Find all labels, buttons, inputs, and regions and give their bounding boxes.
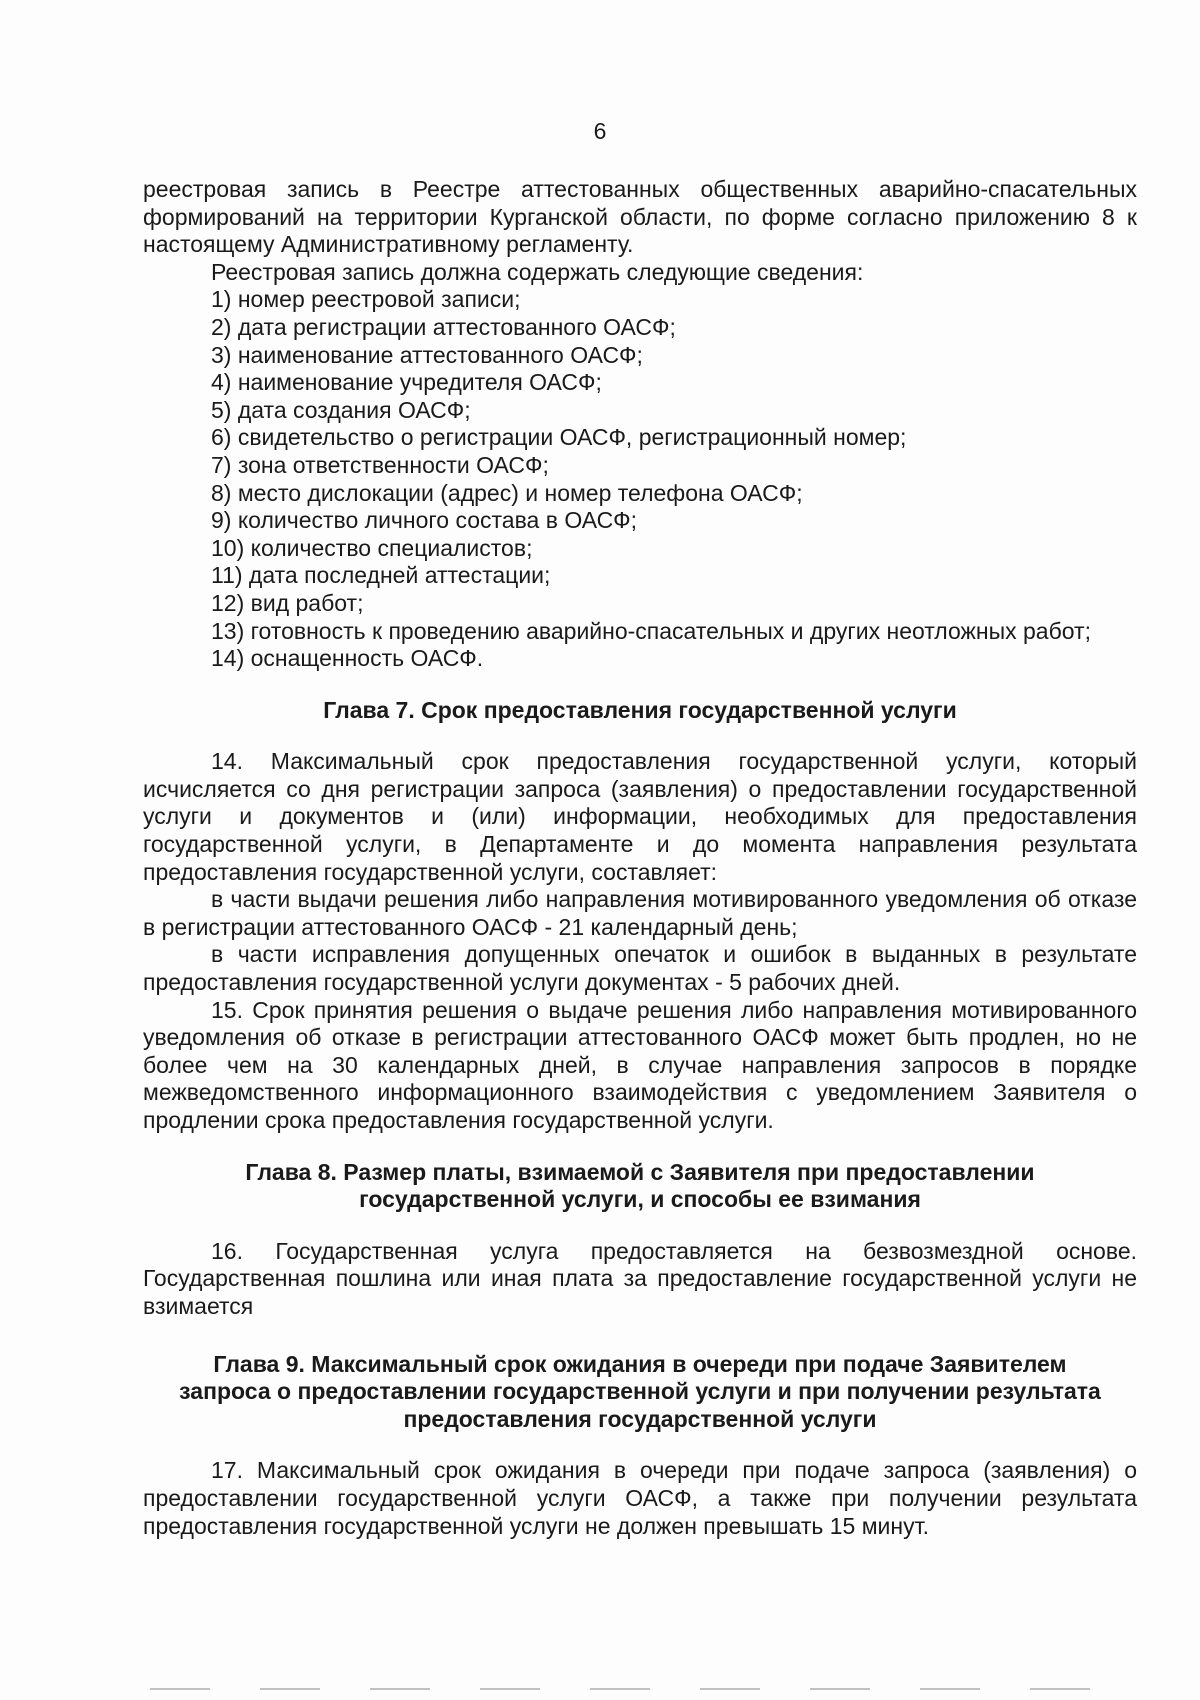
- paragraph-14-part-b: в части исправления допущенных опечаток и ошибок в выданных в результате предоставления государственной услуги документах - 5 рабочих дней.: [143, 941, 1137, 996]
- list-item: 12) вид работ;: [211, 589, 364, 616]
- chapter-7-heading: Глава 7. Срок предоставления государственной услуги: [323, 696, 957, 723]
- list-item: 5) дата создания ОАСФ;: [211, 396, 471, 423]
- list-item: 14) оснащенность ОАСФ.: [211, 645, 484, 672]
- list-item: 10) количество специалистов;: [211, 534, 533, 561]
- list-item: 2) дата регистрации аттестованного ОАСФ;: [211, 313, 676, 340]
- paragraph-17: 17. Максимальный срок ожидания в очереди при подаче запроса (заявления) о предоставлении государственной услуги ОАСФ, а также при получении результата предоставления государственной услуги не должен превышать 15 минут.: [143, 1457, 1137, 1539]
- list-item: 4) наименование учредителя ОАСФ;: [211, 369, 602, 396]
- chapter-9-heading-line-1: Глава 9. Максимальный срок ожидания в очереди при подаче Заявителем: [213, 1350, 1067, 1377]
- chapter-8-heading-line-1: Глава 8. Размер платы, взимаемой с Заявителя при предоставлении: [245, 1158, 1035, 1185]
- list-item: 3) наименование аттестованного ОАСФ;: [211, 341, 643, 368]
- paragraph-14-part-a: в части выдачи решения либо направления мотивированного уведомления об отказе в регистрации аттестованного ОАСФ - 21 календарный день;: [143, 886, 1137, 940]
- list-item: 9) количество личного состава в ОАСФ;: [211, 507, 638, 534]
- chapter-8-heading: [143, 1159, 1137, 1214]
- chapter-9-heading-line-3: предоставления государственной услуги: [403, 1405, 877, 1432]
- document-body: [143, 176, 1137, 1540]
- page-number: 6: [593, 118, 607, 144]
- list-item: 7) зона ответственности ОАСФ;: [211, 451, 549, 478]
- paragraph-15: 15. Срок принятия решения о выдаче решения либо направления мотивированного уведомления об отказе в регистрации аттестованного ОАСФ может быть продлен, но не более чем на 30 календарных дней, в случае направления запросов в порядке межведомственного информационного взаимодействия с уведомлением Заявителя о продлении срока предоставления государственной услуги.: [143, 996, 1137, 1133]
- list-item: 8) место дислокации (адрес) и номер телефона ОАСФ;: [211, 479, 803, 506]
- registry-intro: Реестровая запись должна содержать следующие сведения:: [211, 258, 864, 285]
- scan-artifact-divider: [150, 1688, 1100, 1690]
- list-item: 6) свидетельство о регистрации ОАСФ, регистрационный номер;: [211, 424, 907, 451]
- intro-paragraph: реестровая запись в Реестре аттестованных общественных аварийно-спасательных формирований на территории Курганской области, по форме согласно приложению 8 к настоящему Административному регламенту.: [143, 176, 1137, 258]
- list-item: 11) дата последней аттестации;: [211, 562, 551, 589]
- list-item: 1) номер реестровой записи;: [211, 286, 521, 313]
- chapter-8-heading-line-2: государственной услуги, и способы ее взимания: [359, 1186, 921, 1213]
- paragraph-14: 14. Максимальный срок предоставления государственной услуги, который исчисляется со дня регистрации запроса (заявления) о предоставлении государственной услуги и документов и (или) информации, необходимых для предоставления государственной услуги, в Департаменте и до момента направления результата предоставления государственной услуги, составляет:: [143, 748, 1137, 885]
- chapter-9-heading: [143, 1351, 1137, 1434]
- paragraph-16: 16. Государственная услуга предоставляется на безвозмездной основе. Государственная пошлина или иная плата за предоставление государственной услуги не взимается: [143, 1237, 1137, 1319]
- list-item: 13) готовность к проведению аварийно-спасательных и других неотложных работ;: [211, 617, 1091, 644]
- chapter-9-heading-line-2: запроса о предоставлении государственной услуги и при получении результата: [179, 1378, 1101, 1405]
- registry-items-list: [143, 286, 1137, 672]
